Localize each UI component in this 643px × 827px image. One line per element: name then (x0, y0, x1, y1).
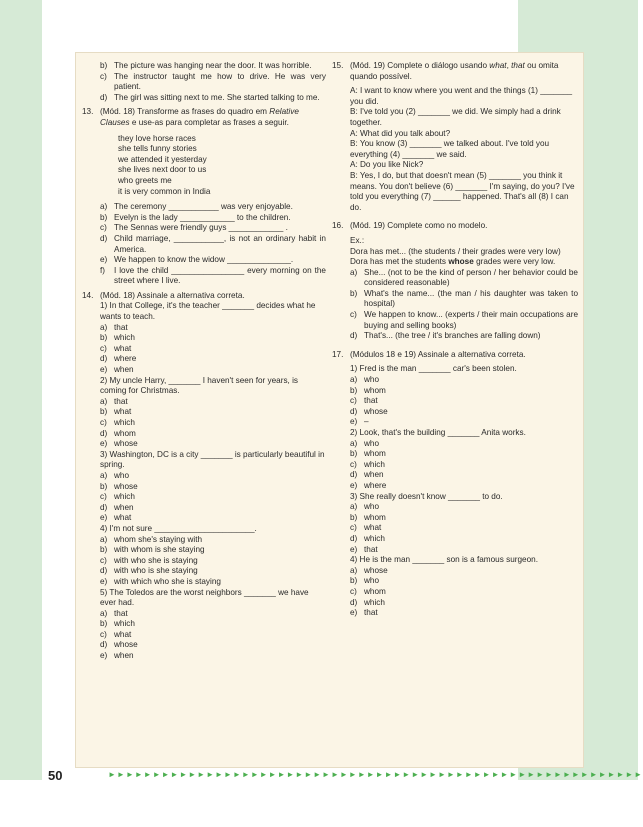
option-item (82, 651, 326, 662)
option-label: a) (350, 267, 358, 277)
option-item (332, 523, 578, 534)
option-label: b) (100, 212, 108, 222)
question-16 (332, 221, 578, 342)
option-item (82, 344, 326, 355)
option-text: which (114, 492, 135, 502)
footer-arrow-row: ►►►►►►►►►►►►►►►►►►►►►►►►►►►►►►►►►►►►►►►►►►►►►►►►►►►►►►►►►►►► (108, 770, 643, 779)
option-label: e) (350, 544, 358, 554)
subquestion-stem: 3) She really doesn't know _______ to do. (350, 491, 503, 501)
option-label: e) (100, 576, 108, 586)
option-item (332, 310, 578, 331)
left-margin-band (0, 0, 42, 780)
option-item (82, 397, 326, 408)
question-number: 14. (82, 290, 94, 300)
option-item (82, 333, 326, 344)
phrase-line: they love horse races (118, 133, 196, 143)
option-text: that (364, 396, 378, 406)
option-text: which (364, 597, 385, 607)
option-item (332, 502, 578, 513)
option-text: with who is she staying (114, 566, 198, 576)
option-text: which (364, 533, 385, 543)
option-label: a) (350, 502, 358, 512)
option-item (332, 386, 578, 397)
example-answer: Dora has met the students whose grades were very low. (350, 257, 556, 267)
option-item (82, 630, 326, 641)
subquestion-stem: 2) Look, that's the building _______ Anita works. (350, 428, 526, 437)
option-item (82, 492, 326, 503)
option-label: e) (100, 439, 108, 449)
option-text: which (114, 418, 135, 427)
option-text: – (364, 417, 369, 427)
option-item (82, 609, 326, 620)
option-item (82, 556, 326, 567)
option-label: b) (350, 288, 358, 298)
option-label: d) (350, 533, 358, 543)
option-label: a) (350, 565, 358, 575)
option-label: c) (100, 629, 107, 639)
question-prompt: (Mód. 19) Complete o diálogo usando what, that ou omita quando possível. (350, 61, 559, 81)
option-label: a) (350, 375, 358, 385)
option-label: c) (350, 586, 357, 596)
option-item (82, 545, 326, 556)
example-label: Ex.: (350, 235, 365, 245)
option-item (332, 449, 578, 460)
option-text: The Sennas were friendly guys ____________ . (114, 223, 288, 233)
option-item (82, 61, 326, 72)
option-text: where (364, 480, 387, 490)
option-label: b) (100, 481, 108, 491)
option-text: which (364, 459, 385, 469)
bottom-margin (0, 780, 638, 827)
option-text: I love the child ________________ every morning on the street where I live. (114, 265, 326, 286)
option-text: what (364, 523, 382, 533)
subquestion-stem: 1) Fred is the man _______ car's been stolen. (350, 364, 517, 374)
option-text: whom (364, 449, 386, 459)
dialogue-line: A: What did you talk about? (350, 128, 451, 138)
option-text: with which who she is staying (114, 576, 221, 586)
subquestion-stem: 4) I'm not sure ______________________. (100, 523, 257, 533)
option-item (82, 255, 326, 266)
option-label: a) (100, 470, 108, 480)
question-prompt: (Módulos 18 e 19) Assinale a alternativa correta. (350, 349, 526, 359)
option-text: who (364, 502, 380, 512)
option-item (82, 365, 326, 376)
option-item (332, 576, 578, 587)
option-text: that (364, 544, 378, 554)
option-item (82, 429, 326, 440)
question-17 (332, 350, 578, 619)
option-label: b) (350, 449, 358, 459)
option-text: whom (364, 512, 386, 522)
option-label: b) (100, 333, 108, 343)
dialogue-line: B: I've told you (2) _______ we did. We simply had a drink together. (350, 107, 561, 127)
option-text: when (114, 365, 134, 375)
option-label: f) (100, 265, 106, 275)
option-label: e) (350, 480, 358, 490)
option-item (82, 535, 326, 546)
option-label: e) (100, 255, 108, 265)
option-label: b) (100, 61, 108, 70)
question-number: 16. (332, 221, 344, 231)
left-column (82, 61, 326, 666)
option-item (332, 534, 578, 545)
option-label: d) (350, 470, 358, 480)
option-label: c) (100, 492, 107, 502)
dialogue-line: A: Do you like Nick? (350, 160, 424, 170)
option-item (82, 471, 326, 482)
option-item (82, 619, 326, 630)
option-label: b) (350, 576, 358, 586)
option-text: The picture was hanging near the door. It was horrible. (114, 61, 312, 70)
option-text: whose (114, 439, 138, 449)
option-text: That's... (the tree / it's branches are falling down) (364, 331, 541, 341)
option-label: a) (100, 608, 108, 618)
option-label: d) (100, 233, 108, 243)
option-label: c) (350, 310, 357, 320)
option-item (332, 608, 578, 619)
option-label: a) (100, 322, 108, 332)
option-label: e) (100, 513, 108, 523)
option-text: What's the name... (the man / his daughter was taken to hospital) (364, 288, 578, 309)
option-item (82, 407, 326, 418)
question-prompt: (Mód. 19) Complete como no modelo. (350, 221, 488, 231)
option-item (332, 439, 578, 450)
option-text: with whom is she staying (114, 545, 205, 555)
subquestion-stem: 3) Washington, DC is a city _______ is particularly beautiful in spring. (100, 449, 325, 470)
option-text: We happen to know... (experts / their main occupations are buying and selling books) (364, 310, 578, 330)
question-number: 15. (332, 61, 344, 70)
option-item (332, 598, 578, 609)
option-item (82, 323, 326, 334)
option-label: c) (100, 418, 107, 427)
option-item (82, 266, 326, 287)
option-text: The ceremony ___________ was very enjoyable. (114, 202, 293, 212)
option-label: a) (100, 396, 108, 406)
option-item (332, 331, 578, 342)
option-label: d) (100, 428, 108, 438)
option-label: b) (100, 407, 108, 417)
option-text: where (114, 354, 137, 364)
worksheet-page (75, 52, 584, 768)
option-text: whose (114, 481, 138, 491)
option-text: The instructor taught me how to drive. He was very patient. (114, 71, 326, 92)
option-text: that (364, 608, 378, 618)
phrase-line: who greets me (118, 175, 172, 185)
option-item (332, 417, 578, 428)
question-number: 13. (82, 107, 94, 117)
option-item (82, 513, 326, 524)
option-label: a) (350, 438, 358, 448)
option-item (82, 439, 326, 450)
phrase-box (82, 134, 326, 198)
option-item (82, 234, 326, 255)
option-text: who (364, 375, 380, 385)
subquestion-stem: 1) In that College, it's the teacher _______ decides what he wants to teach. (100, 301, 316, 322)
option-text: with who she is staying (114, 555, 198, 565)
option-text: which (114, 619, 135, 629)
dialogue-line: A: I want to know where you went and the things (1) _______ you did. (350, 86, 573, 106)
option-label: d) (350, 331, 358, 341)
dialogue-line: B: Yes, I do, but that doesn't mean (5) _______ you think it means. You don't believe (6) _______ I'm saying, do you? I've told you everything (7) ______ happened. That's all (8) I can do. (350, 170, 575, 212)
option-item (332, 375, 578, 386)
option-label: c) (350, 523, 357, 533)
option-item (332, 268, 578, 289)
option-text: whose (114, 640, 138, 650)
dialogue-line: B: You know (3) _______ we talked about. I've told you everything (4) _______ we said. (350, 139, 550, 159)
option-label: e) (100, 365, 108, 375)
option-item (332, 460, 578, 471)
option-text: who (364, 438, 380, 448)
option-item (332, 513, 578, 524)
option-item (332, 566, 578, 577)
option-text: that (114, 322, 128, 332)
option-item (82, 482, 326, 493)
question-12-continuation (82, 61, 326, 103)
option-label: b) (100, 619, 108, 629)
option-label: c) (100, 555, 107, 565)
option-label: d) (100, 354, 108, 364)
option-label: c) (350, 396, 357, 406)
option-label: c) (350, 459, 357, 469)
option-text: We happen to know the widow ______________. (114, 255, 294, 265)
option-text: whose (364, 406, 388, 416)
option-item (82, 503, 326, 514)
option-label: d) (350, 597, 358, 607)
question-13 (82, 107, 326, 287)
option-text: that (114, 396, 128, 406)
option-text: when (364, 470, 384, 480)
option-label: b) (350, 385, 358, 395)
option-item (332, 587, 578, 598)
option-text: when (114, 502, 134, 512)
option-text: when (114, 651, 134, 661)
option-text: She... (not to be the kind of person / her behavior could be considered reasonable) (364, 267, 578, 288)
option-label: d) (100, 92, 108, 102)
option-label: d) (350, 406, 358, 416)
option-label: d) (100, 640, 108, 650)
phrase-line: she tells funny stories (118, 144, 197, 154)
phrase-line: it is very common in India (118, 186, 211, 196)
option-label: b) (100, 545, 108, 555)
option-label: a) (100, 534, 108, 544)
option-item (332, 407, 578, 418)
option-item (82, 354, 326, 365)
option-item (82, 72, 326, 93)
option-item (332, 545, 578, 556)
subquestion-stem: 2) My uncle Harry, _______ I haven't seen for years, is coming for Christmas. (100, 375, 299, 396)
option-item (82, 640, 326, 651)
option-text: whom (114, 428, 136, 438)
option-text: Evelyn is the lady ____________ to the children. (114, 212, 291, 222)
option-item (82, 577, 326, 588)
option-text: what (114, 629, 132, 639)
question-14 (82, 291, 326, 662)
option-item (82, 566, 326, 577)
option-item (82, 93, 326, 104)
option-label: c) (100, 343, 107, 353)
option-label: c) (100, 223, 107, 233)
option-item (82, 223, 326, 234)
question-15 (332, 61, 578, 213)
option-text: whom (364, 586, 386, 596)
option-item (82, 418, 326, 429)
option-text: whom she's staying with (114, 534, 203, 544)
option-text: whom (364, 385, 386, 395)
right-column (332, 61, 578, 623)
option-item (332, 289, 578, 310)
option-text: Child marriage, ___________, is not an ordinary habit in America. (114, 233, 326, 254)
subquestion-stem: 5) The Toledos are the worst neighbors _______ we have ever had. (100, 587, 309, 608)
option-label: e) (100, 651, 108, 661)
option-text: The girl was sitting next to me. She started talking to me. (114, 92, 320, 102)
option-text: who (114, 470, 130, 480)
option-item (332, 481, 578, 492)
option-text: what (114, 343, 132, 353)
option-text: that (114, 608, 128, 618)
option-text: who (364, 576, 380, 586)
option-item (332, 396, 578, 407)
example-line: Dora has met... (the students / their grades were very low) (350, 246, 561, 256)
option-label: b) (350, 512, 358, 522)
phrase-line: she lives next door to us (118, 165, 207, 175)
option-item (332, 470, 578, 481)
option-text: what (114, 513, 132, 523)
option-item (82, 202, 326, 213)
option-label: c) (100, 71, 107, 81)
option-label: e) (350, 608, 358, 618)
option-label: d) (100, 566, 108, 576)
subquestion-stem: 4) He is the man _______ son is a famous surgeon. (350, 555, 538, 565)
question-prompt: (Mód. 18) Assinale a alternativa correta. (100, 290, 245, 300)
option-label: d) (100, 502, 108, 512)
option-text: whose (364, 565, 388, 575)
question-number: 17. (332, 349, 344, 359)
option-label: e) (350, 417, 358, 427)
page-number: 50 (48, 768, 63, 783)
option-text: which (114, 333, 135, 343)
phrase-line: we attended it yesterday (118, 154, 207, 164)
question-prompt: (Mód. 18) Transforme as frases do quadro em Relative Clauses e use-as para completar as frases a seguir. (100, 107, 299, 127)
option-label: a) (100, 202, 108, 212)
option-item (82, 213, 326, 224)
option-text: what (114, 407, 132, 417)
